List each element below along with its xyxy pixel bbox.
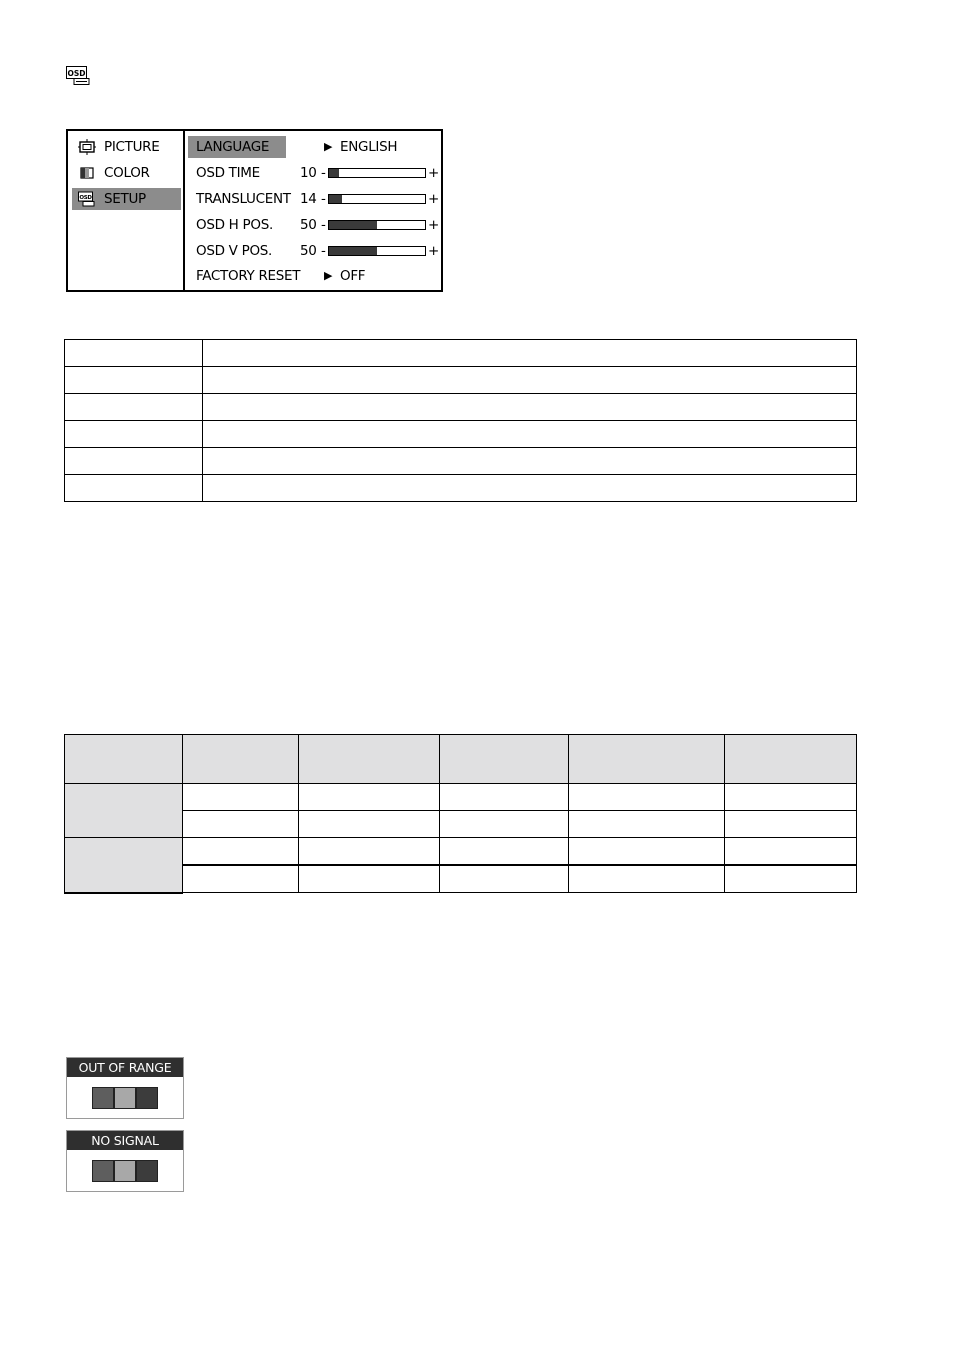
plus-sign[interactable]: +: [428, 243, 440, 259]
level-slider[interactable]: [328, 246, 426, 256]
table-cell: [725, 811, 857, 838]
level-slider[interactable]: [328, 168, 426, 178]
osd-setup-menu: [66, 129, 443, 292]
table-cell: [65, 367, 203, 394]
row-value: 50: [300, 243, 317, 259]
table-cell: [725, 838, 857, 866]
table-cell: [299, 838, 440, 866]
table-cell: [203, 394, 857, 421]
minus-sign[interactable]: -: [321, 165, 326, 181]
table-cell: [299, 784, 440, 811]
table-cell: [569, 784, 725, 811]
slider-fill: [329, 169, 339, 177]
table-cell: [183, 811, 299, 838]
header-cell: [725, 735, 857, 784]
arrow-right-icon: ▶: [324, 140, 333, 153]
table-row: [65, 784, 857, 811]
table-row: [65, 448, 857, 475]
out-of-range-message: [66, 1057, 184, 1119]
table-cell: [183, 865, 299, 893]
row-value: 50: [300, 217, 317, 233]
table-cell: [569, 811, 725, 838]
table-cell: [65, 421, 203, 448]
table-cell: [725, 784, 857, 811]
header-cell: [65, 735, 183, 784]
slider-fill: [329, 247, 377, 255]
table-cell: [569, 838, 725, 866]
nav-item-picture[interactable]: [72, 136, 181, 158]
table-cell: [440, 784, 569, 811]
row-label: TRANSLUCENT: [196, 191, 291, 207]
table-cell: [299, 865, 440, 893]
osd-row-language[interactable]: [186, 136, 441, 158]
table-cell: [440, 865, 569, 893]
swatch-light: [114, 1087, 136, 1109]
nav-item-setup[interactable]: [72, 188, 181, 210]
group-cell: [65, 838, 183, 893]
message-title: OUT OF RANGE: [67, 1058, 183, 1077]
table-row: [65, 865, 857, 893]
table-cell: [569, 865, 725, 893]
level-slider[interactable]: [328, 194, 426, 204]
nav-label: COLOR: [104, 165, 150, 181]
table-row: [65, 475, 857, 502]
timing-table: [64, 734, 857, 894]
table-row: [65, 367, 857, 394]
header-cell: [299, 735, 440, 784]
row-value: OFF: [340, 268, 366, 284]
osd-row-osd-time[interactable]: [186, 162, 441, 184]
table-cell: [203, 421, 857, 448]
arrow-right-icon: ▶: [324, 269, 333, 282]
table-cell: [183, 838, 299, 866]
table-cell: [65, 448, 203, 475]
group-cell: [65, 784, 183, 838]
osd-nav-panel: [68, 131, 185, 290]
swatch-dark: [92, 1160, 114, 1182]
header-cell: [440, 735, 569, 784]
row-label: OSD H POS.: [196, 217, 273, 233]
message-title: NO SIGNAL: [67, 1131, 183, 1150]
table-cell: [65, 340, 203, 367]
plus-sign[interactable]: +: [428, 191, 440, 207]
swatch-darker: [136, 1160, 158, 1182]
minus-sign[interactable]: -: [321, 217, 326, 233]
setup-description-table: [64, 339, 857, 502]
svg-text:OSD: OSD: [67, 69, 86, 78]
table-row: [65, 340, 857, 367]
table-cell: [203, 367, 857, 394]
table-row: [65, 421, 857, 448]
minus-sign[interactable]: -: [321, 191, 326, 207]
osd-row-v-pos[interactable]: [186, 240, 441, 262]
osd-row-h-pos[interactable]: [186, 214, 441, 236]
table-row: [65, 394, 857, 421]
svg-text:OSD: OSD: [79, 195, 92, 201]
row-label: OSD TIME: [196, 165, 260, 181]
swatch-light: [114, 1160, 136, 1182]
nav-label: SETUP: [104, 191, 146, 207]
header-cell: [183, 735, 299, 784]
nav-item-color[interactable]: [72, 162, 181, 184]
header-cell: [569, 735, 725, 784]
osd-icon: [66, 66, 90, 86]
row-value: 10: [300, 165, 317, 181]
row-label: FACTORY RESET: [196, 268, 301, 284]
swatch-dark: [92, 1087, 114, 1109]
color-swatches: [92, 1087, 159, 1109]
table-cell: [440, 811, 569, 838]
plus-sign[interactable]: +: [428, 217, 440, 233]
table-cell: [299, 811, 440, 838]
table-row: [65, 811, 857, 838]
row-label: OSD V POS.: [196, 243, 273, 259]
row-label: LANGUAGE: [188, 136, 286, 158]
table-cell: [65, 394, 203, 421]
color-icon: [78, 165, 96, 181]
slider-fill: [329, 221, 377, 229]
table-cell: [725, 865, 857, 893]
plus-sign[interactable]: +: [428, 165, 440, 181]
table-cell: [203, 475, 857, 502]
table-cell: [65, 475, 203, 502]
table-cell: [440, 838, 569, 866]
level-slider[interactable]: [328, 220, 426, 230]
table-cell: [183, 784, 299, 811]
table-row: [65, 838, 857, 866]
no-signal-message: [66, 1130, 184, 1192]
table-cell: [203, 448, 857, 475]
table-cell: [203, 340, 857, 367]
row-value: ENGLISH: [340, 139, 398, 155]
osd-row-factory-reset[interactable]: [186, 265, 441, 287]
row-value: 14: [300, 191, 317, 207]
swatch-darker: [136, 1087, 158, 1109]
osd-row-translucent[interactable]: [186, 188, 441, 210]
color-swatches: [92, 1160, 159, 1182]
table-header-row: [65, 735, 857, 784]
slider-fill: [329, 195, 342, 203]
picture-icon: [78, 139, 96, 155]
osd-setup-icon: [78, 191, 96, 207]
minus-sign[interactable]: -: [321, 243, 326, 259]
nav-label: PICTURE: [104, 139, 160, 155]
